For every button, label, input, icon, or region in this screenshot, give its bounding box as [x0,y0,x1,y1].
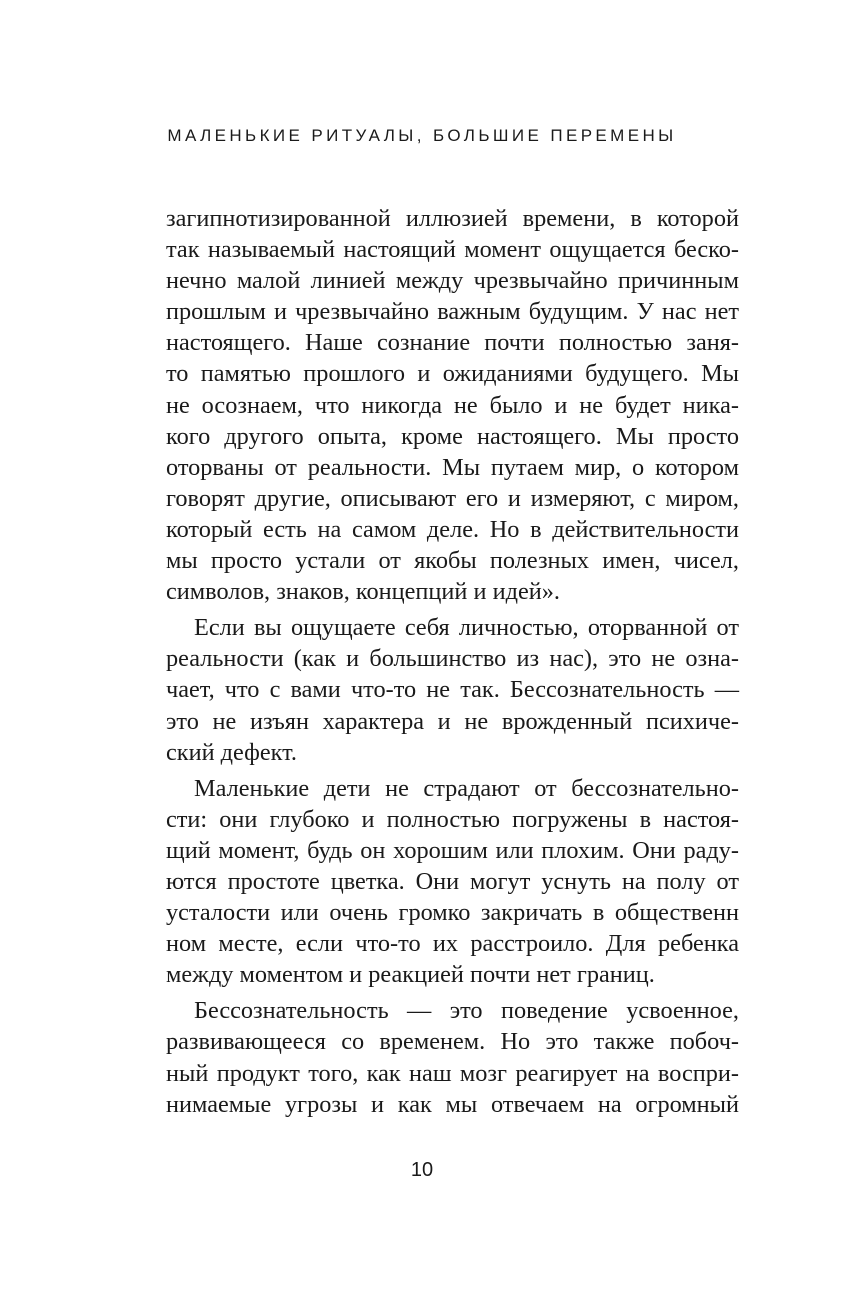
text-line: говорят другие, описывают его и измеряют, с миром, [166,484,739,512]
page-number: 10 [410,1159,434,1181]
text-line: щий момент, будь он хорошим или плохим. Они раду- [166,836,739,864]
text-line: между моментом и реакцией почти нет границ. [166,961,655,989]
paragraph [166,203,739,607]
text-line: оторваны от реальности. Мы путаем мир, о котором [166,453,739,481]
text-line: сти: они глубоко и полностью погружены в настоя- [166,805,739,833]
text-line: усталости или очень громко закричать в общественн [166,899,739,927]
running-head-title: МАЛЕНЬКИЕ РИТУАЛЫ, БОЛЬШИЕ ПЕРЕМЕНЫ [167,126,677,145]
text-line: то памятью прошлого и ожиданиями будущего. Мы [166,360,739,388]
body-text [166,203,739,1120]
text-line: нимаемые угрозы и как мы отвечаем на огромный [166,1090,739,1118]
text-line: загипнотизированной иллюзией времени, в которой [166,205,739,232]
text-line: Бессознательность — это поведение усвоенное, [194,997,739,1025]
text-line: это не изъян характера и не врожденный психиче- [166,707,739,735]
paragraph [166,995,739,1119]
text-line: нечно малой линией между чрезвычайно причинным [166,267,739,295]
text-line: мы просто устали от якобы полезных имен, чисел, [166,547,739,575]
text-line: который есть на самом деле. Но в действительности [166,515,739,543]
text-line: Если вы ощущаете себя личностью, оторванной от [194,614,739,642]
text-line: символов, знаков, концепций и идей». [166,578,560,606]
paragraph [166,612,739,767]
text-line: реальности (как и большинство из нас), это не озна- [166,645,739,673]
text-line: настоящего. Наше сознание почти полностью заня- [166,329,739,357]
text-line: ном месте, если что-то их расстроило. Для ребенка [166,930,739,958]
text-line: ный продукт того, как наш мозг реагирует на воспри- [166,1059,739,1087]
text-line: Маленькие дети не страдают от бессознательно- [194,774,739,802]
text-line: развивающееся со временем. Но это также побоч- [166,1028,739,1056]
text-line: кого другого опыта, кроме настоящего. Мы просто [166,422,739,450]
paragraph [166,773,739,991]
text-line: прошлым и чрезвычайно важным будущим. У нас нет [166,298,739,326]
text-line: не осознаем, что никогда не было и не будет ника- [166,391,739,419]
text-line: чает, что с вами что-то не так. Бессознательность — [166,676,739,704]
text-line: так называемый настоящий момент ощущается беско- [166,236,739,264]
text-line: ский дефект. [166,738,297,766]
text-line: ются простоте цветка. Они могут уснуть на полу от [166,867,739,895]
